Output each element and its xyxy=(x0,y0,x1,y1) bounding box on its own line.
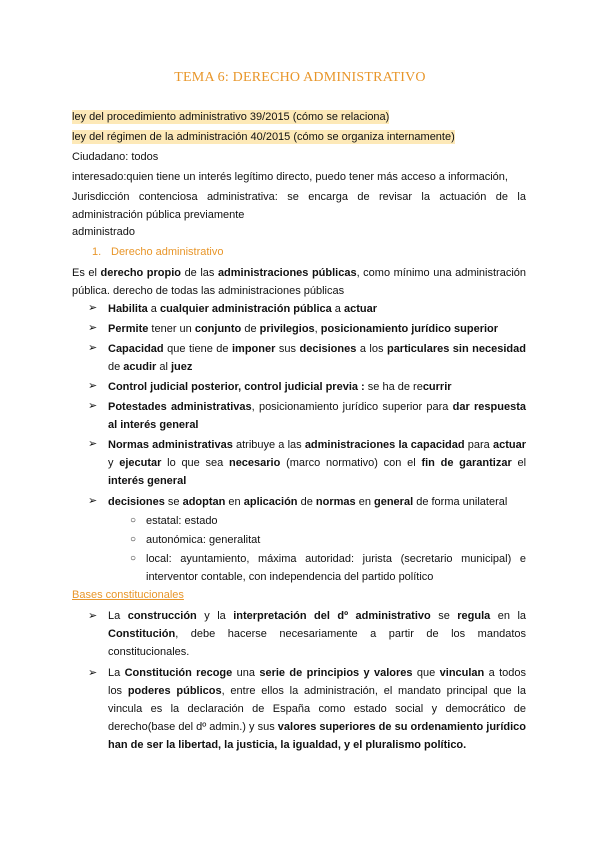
section-heading: Derecho administrativo xyxy=(111,246,224,258)
arrow-bullet-icon: ➢ xyxy=(88,438,98,450)
arrow-bullet-icon: ➢ xyxy=(88,495,98,507)
arrow-bullet-icon: ➢ xyxy=(88,380,98,392)
law-40-2015: ley del régimen de la administración 40/2015 (cómo se organiza internamente) xyxy=(72,131,455,143)
sub-bullet-item: autonómica: generalitat xyxy=(146,534,261,546)
bullet-item: Normas administrativas atribuye a las administraciones la capacidad para actuar y ejecutar lo que sea necesario (marco normativo) con el fin de garantizar el interés general xyxy=(108,439,527,487)
interesado-text: interesado:quien tiene un interés legítimo directo, puedo tener más acceso a información, xyxy=(72,171,508,183)
arrow-bullet-icon: ➢ xyxy=(88,302,98,314)
circle-bullet-icon: ○ xyxy=(130,534,137,545)
law-39-2015: ley del procedimiento administrativo 39/2015 (cómo se relaciona) xyxy=(72,111,390,123)
ciudadano-text: Ciudadano: todos xyxy=(72,151,159,163)
administrado-text: administrado xyxy=(72,226,135,238)
bullet-item: decisiones se adoptan en aplicación de normas en general de forma unilateral xyxy=(108,496,508,508)
bullet-item: Control judicial posterior, control judicial previa : se ha de recurrir xyxy=(108,381,452,393)
jurisdiccion-paragraph: Jurisdicción contenciosa administrativa: se encarga de revisar la actuación de la administración pública previamente xyxy=(72,191,526,221)
bullet-item: Capacidad que tiene de imponer sus decisiones a los particulares sin necesidad de acudir al juez xyxy=(108,343,526,373)
sub-bullet-item: estatal: estado xyxy=(146,515,218,527)
definition-paragraph: Es el derecho propio de las administraciones públicas, como mínimo una administración pública. derecho de todas las administraciones públicas xyxy=(72,267,527,297)
bullet-item: Potestades administrativas, posicionamiento jurídico superior para dar respuesta al interés general xyxy=(108,401,526,431)
circle-bullet-icon: ○ xyxy=(130,515,137,526)
arrow-bullet-icon: ➢ xyxy=(88,322,98,334)
arrow-bullet-icon: ➢ xyxy=(88,667,98,679)
sub-bullet-item: local: ayuntamiento, máxima autoridad: jurista (secretario municipal) e interventor contable, con independencia del partido político xyxy=(146,553,526,583)
bullet-item: Permite tener un conjunto de privilegios, posicionamiento jurídico superior xyxy=(108,323,499,335)
arrow-bullet-icon: ➢ xyxy=(88,400,98,412)
circle-bullet-icon: ○ xyxy=(130,553,137,564)
bullet-item: Habilita a cualquier administración pública a actuar xyxy=(108,303,377,315)
bases-heading: Bases constitucionales xyxy=(72,589,184,601)
bases-item: La Constitución recoge una serie de principios y valores que vinculan a todos los poderes públicos, entre ellos la administración, el mandato principal que la vincula es la declaración de España como estado social y democrático de derecho(base del dº admin.) y sus valores superiores de su ordenamiento jurídico han de ser la libertad, la justicia, la igualdad, y el pluralismo político. xyxy=(108,667,527,751)
arrow-bullet-icon: ➢ xyxy=(88,342,98,354)
section-number: 1. xyxy=(92,246,102,258)
arrow-bullet-icon: ➢ xyxy=(88,610,98,622)
bases-item: La construcción y la interpretación del dº administrativo se regula en la Constitución, debe hacerse necesariamente a partir de los mandatos constitucionales. xyxy=(108,610,527,658)
page-title: TEMA 6: DERECHO ADMINISTRATIVO xyxy=(174,70,426,85)
